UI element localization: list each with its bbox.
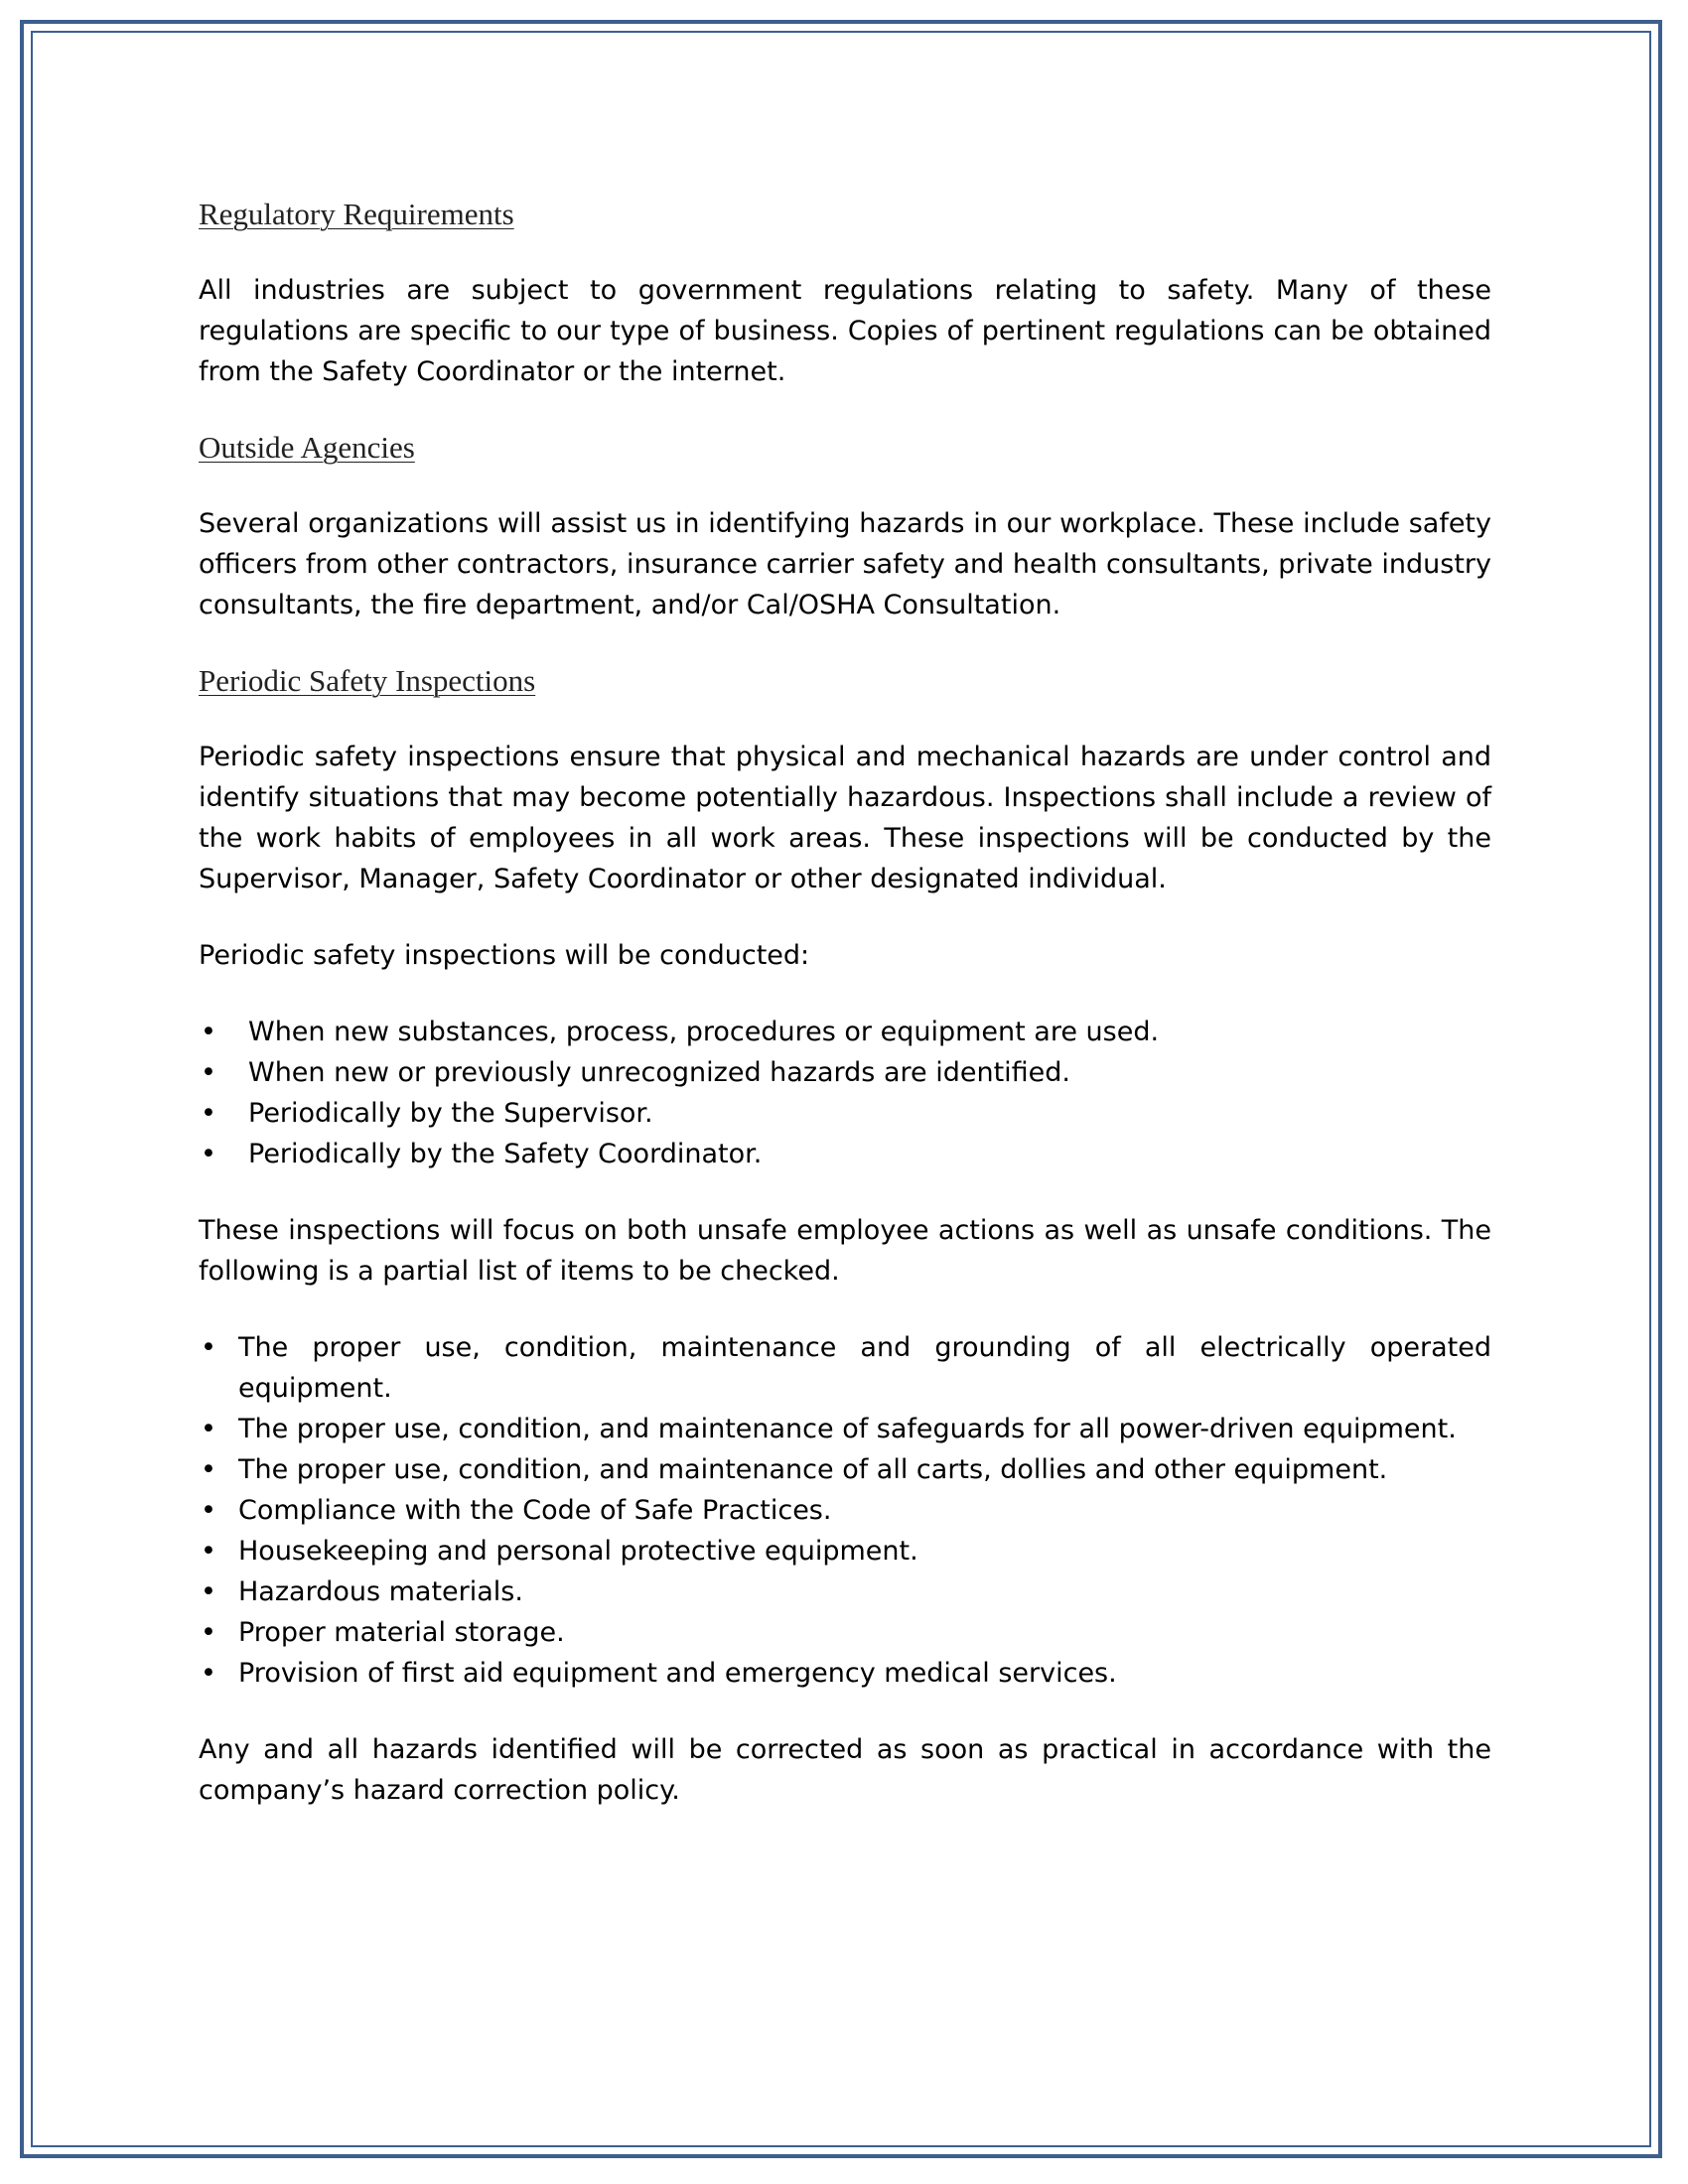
bullet-icon: • bbox=[201, 1139, 216, 1169]
paragraph-inspections-intro: Periodic safety inspections ensure that physical and mechanical hazards are under control and identify situations that may become potentially hazardous. Inspections shall include a review of the work habits of employees in all work areas. These inspections will be conducted by the Supervisor, Manager, Safety Coordinator or other designated individual. bbox=[199, 742, 1491, 894]
paragraph-hazard-correction: Any and all hazards identified will be corrected as soon as practical in accordance with the company’s hazard correction policy. bbox=[199, 1734, 1491, 1806]
bullet-icon: • bbox=[201, 1576, 216, 1607]
inspection-timing-list bbox=[199, 1012, 1491, 1174]
bullet-icon: • bbox=[201, 1017, 216, 1047]
paragraph-regulatory: All industries are subject to government regulations relating to safety. Many of these regulations are specific to our type of business. Copies of pertinent regulations can be obtained from the Safety Coordinator or the internet. bbox=[199, 275, 1491, 387]
list-item-text: Housekeeping and personal protective equipment. bbox=[238, 1536, 918, 1567]
bullet-icon: • bbox=[201, 1658, 216, 1689]
heading-regulatory-requirements: Regulatory Requirements bbox=[199, 197, 514, 231]
list-item-text: The proper use, condition, and maintenance of safeguards for all power-driven equipment. bbox=[238, 1414, 1457, 1444]
list-item bbox=[199, 1134, 1491, 1174]
bullet-icon: • bbox=[201, 1414, 216, 1444]
list-item bbox=[199, 1093, 1491, 1134]
list-item bbox=[199, 1409, 1491, 1449]
list-item-text: Provision of first aid equipment and emergency medical services. bbox=[238, 1658, 1117, 1689]
list-item bbox=[199, 1612, 1491, 1653]
list-item-text: Hazardous materials. bbox=[238, 1576, 523, 1607]
bullet-icon: • bbox=[201, 1536, 216, 1567]
bullet-icon: • bbox=[201, 1454, 216, 1485]
paragraph-outside-agencies: Several organizations will assist us in identifying hazards in our workplace. These include safety officers from other contractors, insurance carrier safety and health consultants, private industry consultants, the fire department, and/or Cal/OSHA Consultation. bbox=[199, 508, 1491, 620]
list-item-text: The proper use, condition, and maintenance of all carts, dollies and other equipment. bbox=[238, 1454, 1388, 1485]
list-item-text: When new substances, process, procedures or equipment are used. bbox=[248, 1017, 1160, 1047]
list-item bbox=[199, 1653, 1491, 1694]
list-item-text: When new or previously unrecognized hazards are identified. bbox=[248, 1057, 1070, 1088]
list-item bbox=[199, 1571, 1491, 1612]
heading-periodic-safety-inspections: Periodic Safety Inspections bbox=[199, 663, 536, 698]
bullet-icon: • bbox=[201, 1057, 216, 1088]
list-item bbox=[199, 1449, 1491, 1490]
list-item bbox=[199, 1531, 1491, 1571]
bullet-icon: • bbox=[201, 1332, 216, 1363]
inspection-checklist bbox=[199, 1327, 1491, 1694]
list-item bbox=[199, 1012, 1491, 1052]
list-item bbox=[199, 1052, 1491, 1093]
list-item-text: Proper material storage. bbox=[238, 1617, 565, 1648]
document-body bbox=[199, 195, 1491, 1846]
bullet-icon: • bbox=[201, 1495, 216, 1526]
list-item-text: Compliance with the Code of Safe Practices. bbox=[238, 1495, 832, 1526]
heading-outside-agencies: Outside Agencies bbox=[199, 430, 415, 465]
list-item-text: Periodically by the Safety Coordinator. bbox=[248, 1139, 763, 1169]
bullet-icon: • bbox=[201, 1617, 216, 1648]
list-item-text: The proper use, condition, maintenance and grounding of all electrically operated equipment. bbox=[238, 1332, 1491, 1404]
paragraph-inspection-focus: These inspections will focus on both unsafe employee actions as well as unsafe conditions. The following is a partial list of items to be checked. bbox=[199, 1215, 1491, 1287]
list-item bbox=[199, 1327, 1491, 1409]
list-item bbox=[199, 1490, 1491, 1531]
paragraph-inspections-conducted: Periodic safety inspections will be conducted: bbox=[199, 940, 810, 971]
bullet-icon: • bbox=[201, 1098, 216, 1129]
list-item-text: Periodically by the Supervisor. bbox=[248, 1098, 653, 1129]
